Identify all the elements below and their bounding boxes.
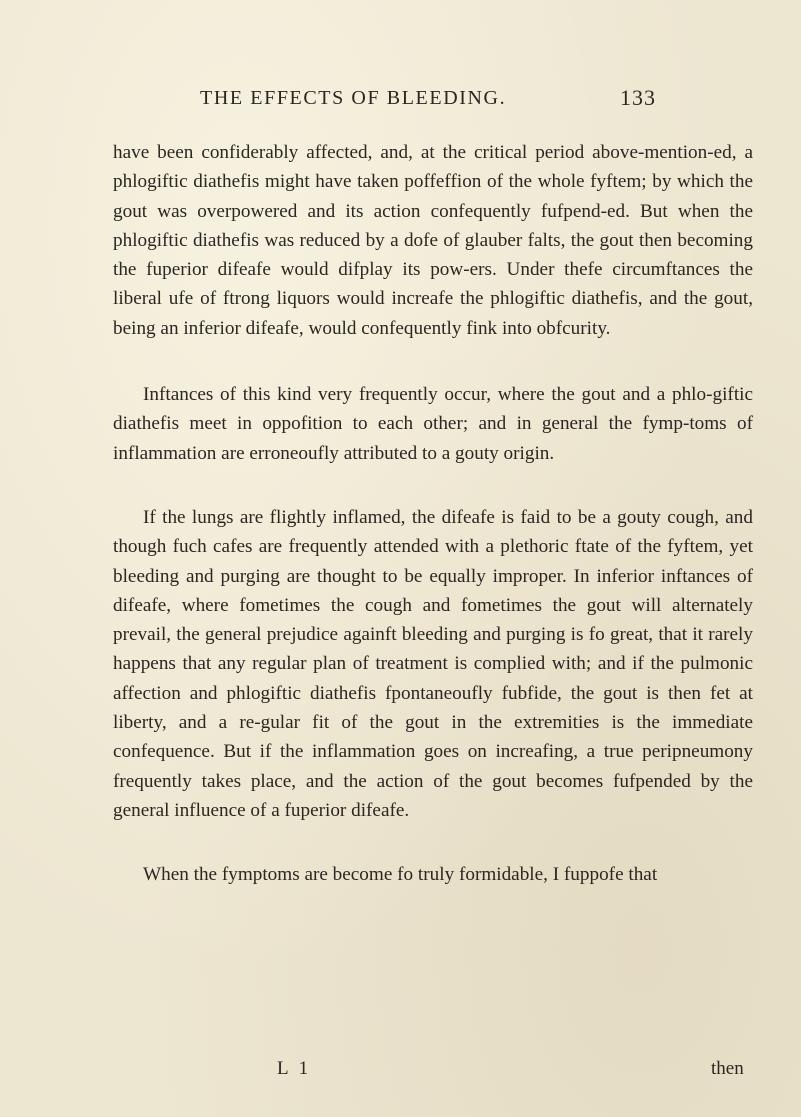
paragraph: When the fymptoms are become fo truly formidable, I fuppofe that	[143, 864, 658, 886]
paragraph-gap	[113, 825, 753, 860]
paragraph: If the lungs are flightly inflamed, the difeafe is faid to be a gouty cough, and though fuch cafes are frequently attended with a plethoric ftate of the fyftem, yet bleeding and purging are thought to be equally improper. In inferior inftances of difeafe, where fometimes the cough and fometimes the gout will alternately prevail, the general prejudice againft bleeding and purging is fo great, that it rarely happens that any regular plan of treatment is complied with; and if the pulmonic affection and phlogiftic diathefis fpontaneoufly fubfide, the gout is then fet at liberty, and a re-gular fit of the gout in the extremities is the immediate confequence. But if the inflammation goes on increafing, a true peripneumony frequently takes place, and the action of the gout becomes fufpended by the general influence of a fuperior difeafe.	[113, 506, 753, 821]
paragraph-continued: have been confiderably affected, and, at the critical period above-mention-ed, a phlogiftic diathefis might have taken poffeffion of the whole fyftem; by which the gout was overpowered and its action confequently fufpend-ed. But when the phlogiftic diathefis was reduced by a dofe of glauber falts, the gout then becoming the fuperior difeafe would difplay its pow-ers. Under thefe circumftances the liberal ufe of ftrong liquors would increafe the phlogiftic diathefis, and the gout, being an inferior difeafe, would confequently fink into obfcurity.	[113, 142, 753, 339]
paragraph-gap	[113, 468, 753, 503]
paragraph: Inftances of this kind very frequently occur, where the gout and a phlo-giftic diathefis meet in oppofition to each other; and in general the fymp-toms of inflammation are erroneoufly attributed to a gouty origin.	[113, 384, 753, 464]
signature-mark: L 1	[277, 1058, 312, 1079]
paragraph-gap	[113, 343, 753, 380]
page-number: 133	[620, 85, 656, 110]
running-title: THE EFFECTS OF BLEEDING.	[200, 87, 507, 109]
body-text	[113, 138, 753, 890]
catchword: then	[711, 1058, 744, 1079]
